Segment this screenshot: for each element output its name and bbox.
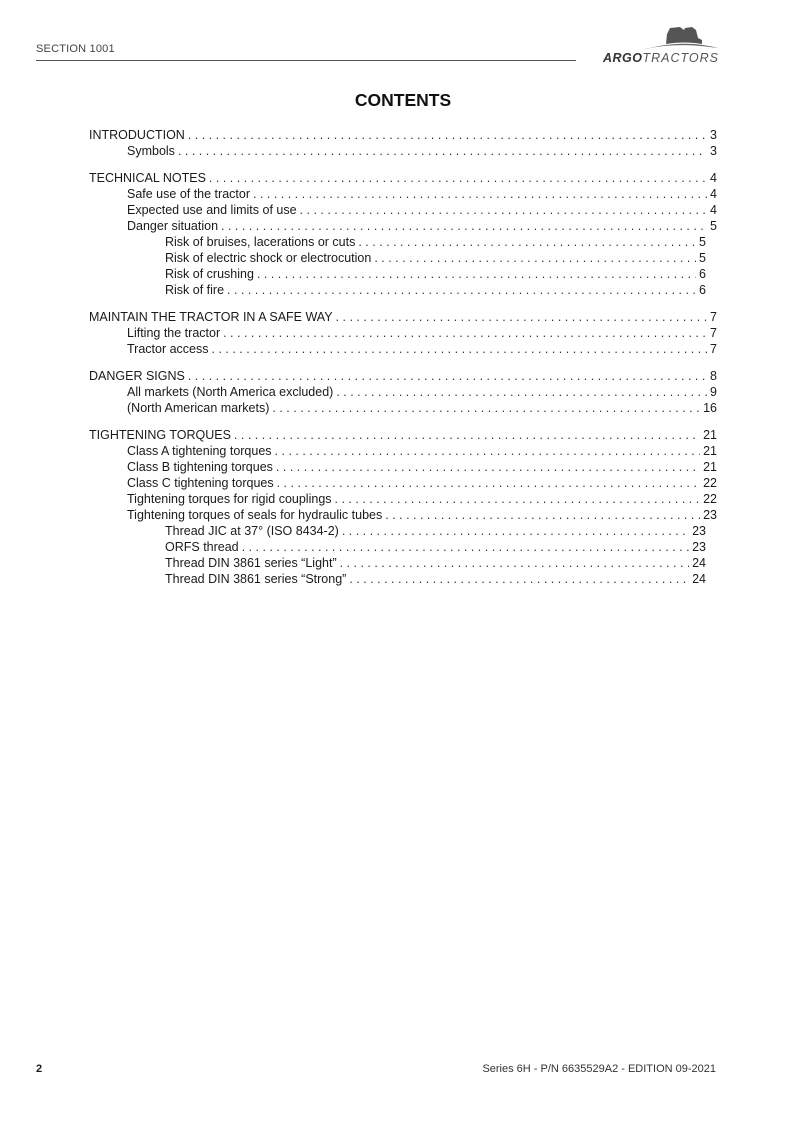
toc-entry[interactable] (89, 459, 717, 475)
toc-entry-label: Thread DIN 3861 series “Strong” (165, 572, 347, 586)
toc-entry-page: 4 (710, 203, 717, 217)
toc-entry-label: Risk of electric shock or electrocution (165, 251, 372, 265)
toc-entry[interactable] (89, 507, 717, 523)
toc-entry-page: 8 (710, 369, 717, 383)
toc-leader-dots (242, 539, 689, 555)
toc-entry-label: (North American markets) (127, 401, 270, 415)
toc-entry[interactable] (89, 266, 717, 282)
toc-leader-dots (253, 186, 707, 202)
toc-entry[interactable] (89, 127, 717, 143)
toc-entry-label: Class B tightening torques (127, 460, 273, 474)
toc-entry[interactable] (89, 571, 717, 587)
toc-leader-dots (276, 459, 700, 475)
toc-leader-dots (257, 266, 696, 282)
toc-entry-label: Risk of crushing (165, 267, 254, 281)
toc-entry-page: 5 (699, 235, 706, 249)
toc-entry-label: Risk of bruises, lacerations or cuts (165, 235, 356, 249)
toc-leader-dots (300, 202, 708, 218)
toc-entry[interactable] (89, 443, 717, 459)
toc-entry-label: Lifting the tractor (127, 326, 221, 340)
toc-entry-label: Expected use and limits of use (127, 203, 297, 217)
toc-entry[interactable] (89, 368, 717, 384)
argo-tractors-logo (600, 22, 720, 66)
toc-entry-page: 16 (703, 401, 717, 415)
toc-entry-label: Tightening torques of seals for hydraulic tubes (127, 508, 383, 522)
toc-entry-page: 5 (710, 219, 717, 233)
footer-page-number: 2 (36, 1063, 43, 1075)
toc-entry[interactable] (89, 309, 717, 325)
toc-leader-dots (209, 170, 707, 186)
toc-entry-page: 23 (692, 540, 706, 554)
toc-entry[interactable] (89, 250, 717, 266)
toc-entry-label: Tightening torques for rigid couplings (127, 492, 332, 506)
toc-leader-dots (188, 127, 707, 143)
toc-entry-label: Thread JIC at 37° (ISO 8434-2) (165, 524, 339, 538)
toc-entry-page: 7 (710, 342, 717, 356)
toc-leader-dots (277, 475, 700, 491)
toc-entry-label: Risk of fire (165, 283, 225, 297)
toc-leader-dots (272, 400, 700, 416)
toc-leader-dots (212, 341, 708, 357)
table-of-contents (89, 127, 717, 598)
section-label: SECTION 1001 (36, 43, 115, 55)
toc-entry-page: 21 (703, 444, 717, 458)
toc-entry[interactable] (89, 523, 717, 539)
toc-entry-label: Danger situation (127, 219, 219, 233)
toc-entry[interactable] (89, 202, 717, 218)
toc-entry-page: 9 (710, 385, 717, 399)
toc-entry-page: 5 (699, 251, 706, 265)
toc-entry-label: TECHNICAL NOTES (89, 171, 206, 185)
toc-entry-label: MAINTAIN THE TRACTOR IN A SAFE WAY (89, 310, 333, 324)
toc-entry-page: 6 (699, 283, 706, 297)
toc-leader-dots (275, 443, 701, 459)
toc-entry-page: 23 (692, 524, 706, 538)
toc-leader-dots (227, 282, 696, 298)
toc-leader-dots (336, 384, 707, 400)
toc-entry-label: Class C tightening torques (127, 476, 274, 490)
toc-entry-label: Class A tightening torques (127, 444, 272, 458)
toc-leader-dots (374, 250, 696, 266)
toc-entry-label: Symbols (127, 144, 175, 158)
toc-entry[interactable] (89, 384, 717, 400)
toc-leader-dots (336, 309, 707, 325)
toc-leader-dots (340, 555, 689, 571)
toc-leader-dots (342, 523, 689, 539)
logo-wordmark (603, 51, 719, 65)
toc-entry[interactable] (89, 218, 717, 234)
toc-entry[interactable] (89, 341, 717, 357)
toc-entry[interactable] (89, 282, 717, 298)
toc-entry[interactable] (89, 325, 717, 341)
toc-entry-page: 6 (699, 267, 706, 281)
toc-leader-dots (349, 571, 689, 587)
toc-entry-page: 21 (703, 460, 717, 474)
toc-entry-page: 24 (692, 572, 706, 586)
toc-entry-label: Thread DIN 3861 series “Light” (165, 556, 337, 570)
toc-entry-page: 7 (710, 310, 717, 324)
toc-entry-page: 7 (710, 326, 717, 340)
toc-entry-label: INTRODUCTION (89, 128, 185, 142)
footer-document-info: Series 6H - P/N 6635529A2 - EDITION 09-2021 (482, 1063, 716, 1075)
toc-entry[interactable] (89, 143, 717, 159)
toc-entry-page: 22 (703, 492, 717, 506)
toc-group-introduction (89, 127, 717, 159)
toc-group-technical-notes (89, 170, 717, 298)
toc-entry-page: 3 (710, 128, 717, 142)
toc-entry[interactable] (89, 170, 717, 186)
toc-entry-label: All markets (North America excluded) (127, 385, 334, 399)
toc-entry-page: 21 (703, 428, 717, 442)
toc-entry[interactable] (89, 400, 717, 416)
toc-leader-dots (188, 368, 707, 384)
logo-wordmark-bold: ARGO (603, 51, 643, 65)
tractor-silhouette-icon (640, 24, 720, 52)
toc-group-danger-signs (89, 368, 717, 416)
toc-entry-label: DANGER SIGNS (89, 369, 185, 383)
toc-leader-dots (178, 143, 707, 159)
toc-entry-label: TIGHTENING TORQUES (89, 428, 231, 442)
toc-entry[interactable] (89, 186, 717, 202)
toc-entry-page: 24 (692, 556, 706, 570)
toc-leader-dots (223, 325, 707, 341)
toc-entry[interactable] (89, 427, 717, 443)
toc-group-tightening-torques (89, 427, 717, 587)
toc-entry-label: ORFS thread (165, 540, 239, 554)
toc-entry-page: 4 (710, 187, 717, 201)
toc-entry[interactable] (89, 234, 717, 250)
toc-entry-label: Tractor access (127, 342, 209, 356)
toc-entry[interactable] (89, 491, 717, 507)
toc-group-maintain-tractor (89, 309, 717, 357)
toc-leader-dots (385, 507, 700, 523)
toc-entry-page: 22 (703, 476, 717, 490)
toc-entry-page: 23 (703, 508, 717, 522)
toc-entry-label: Safe use of the tractor (127, 187, 250, 201)
toc-entry[interactable] (89, 475, 717, 491)
logo-wordmark-light: TRACTORS (642, 51, 720, 65)
toc-entry[interactable] (89, 555, 717, 571)
toc-leader-dots (234, 427, 700, 443)
toc-entry[interactable] (89, 539, 717, 555)
header-rule (36, 60, 576, 61)
toc-leader-dots (221, 218, 707, 234)
toc-entry-page: 3 (710, 144, 717, 158)
page-title: CONTENTS (354, 90, 452, 110)
toc-leader-dots (335, 491, 701, 507)
toc-entry-page: 4 (710, 171, 717, 185)
toc-leader-dots (358, 234, 696, 250)
